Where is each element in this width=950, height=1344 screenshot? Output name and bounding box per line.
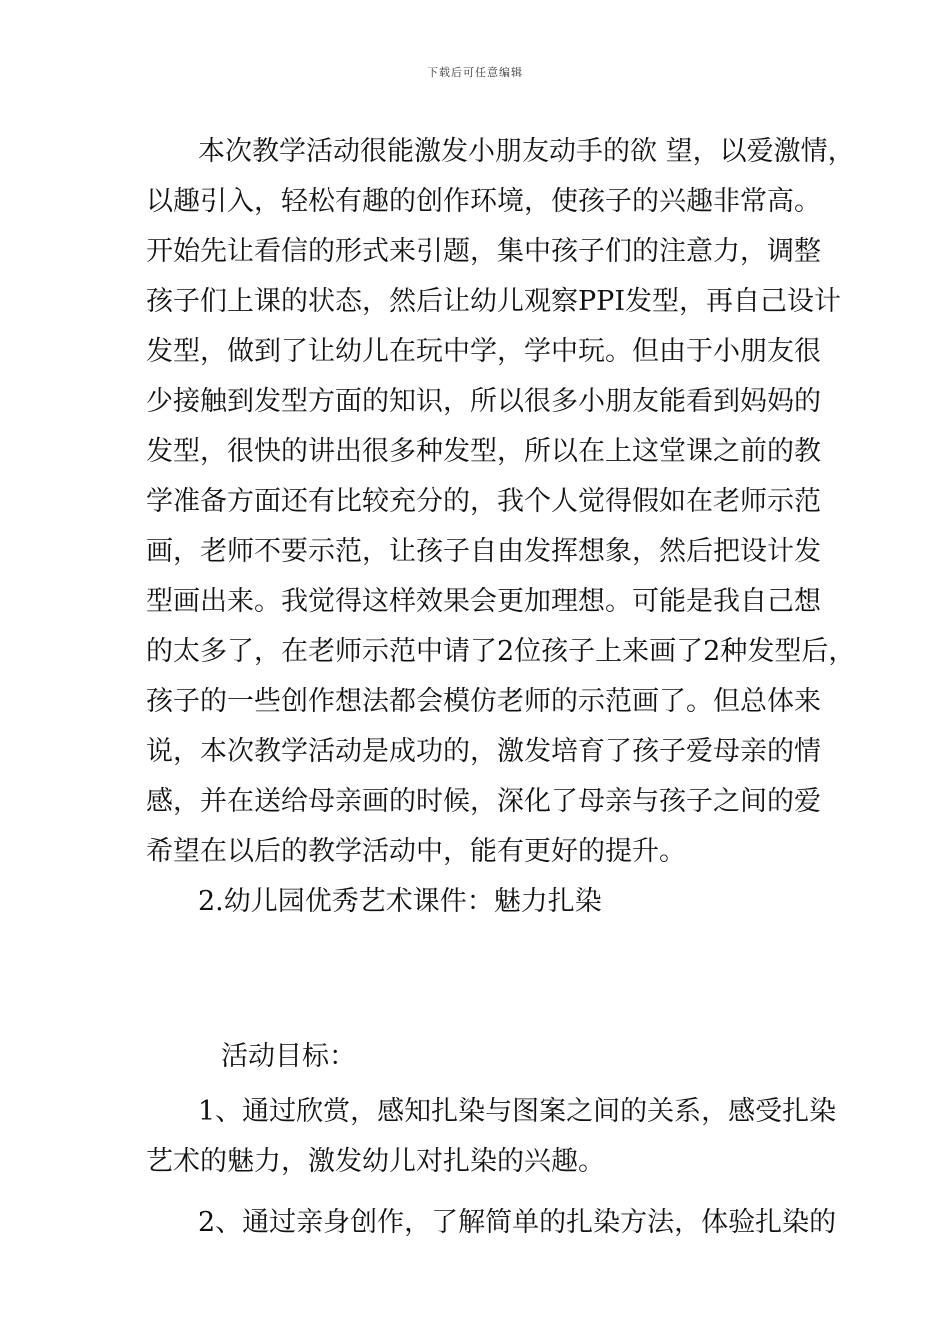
text-line: 发型，很快的讲出很多种发型，所以在上这堂课之前的教 [146, 436, 821, 467]
text-line: 开始先让看信的形式来引题，集中孩子们的注意力，调整 [146, 236, 821, 267]
objectives-heading: 活动目标： [221, 1041, 356, 1072]
document-body [146, 127, 856, 1248]
text-line: 画，老师不要示范，让孩子自由发挥想象，然后把设计发 [146, 536, 821, 567]
text-line: 学准备方面还有比较充分的，我个人觉得假如在老师示范 [146, 486, 821, 517]
section-title: 2.幼儿园优秀艺术课件：魅力扎染 [198, 886, 602, 917]
text-line: 感，并在送给母亲画的时候，深化了母亲与孩子之间的爱 [146, 786, 821, 817]
text-line: 希望在以后的教学活动中，能有更好的提升。 [146, 836, 686, 867]
text-line: 2、通过亲身创作，了解简单的扎染方法，体验扎染的 [198, 1207, 837, 1238]
text-line: 以趣引入，轻松有趣的创作环境，使孩子的兴趣非常高。 [146, 186, 821, 217]
text-line: 孩子的一些创作想法都会模仿老师的示范画了。但总体来 [146, 686, 821, 717]
text-line: 少接触到发型方面的知识，所以很多小朋友能看到妈妈的 [146, 386, 821, 417]
text-line: 本次教学活动很能激发小朋友动手的欲 望，以爱激情， [198, 136, 855, 167]
text-line: 孩子们上课的状态，然后让幼儿观察PPI发型，再自己设计 [146, 286, 841, 317]
text-line: 型画出来。我觉得这样效果会更加理想。可能是我自己想 [146, 586, 821, 617]
text-line: 说，本次教学活动是成功的，激发培育了孩子爱母亲的情 [146, 736, 821, 767]
text-line: 1、通过欣赏，感知扎染与图案之间的关系，感受扎染 [198, 1096, 837, 1127]
spacer [146, 927, 816, 1032]
page-header: 下载后可任意编辑 [427, 66, 523, 79]
text-line: 的太多了，在老师示范中请了2位孩子上来画了2种发型后， [146, 636, 856, 667]
text-line: 发型，做到了让幼儿在玩中学，学中玩。但由于小朋友很 [146, 336, 821, 367]
text-line: 艺术的魅力，激发幼儿对扎染的兴趣。 [146, 1146, 605, 1177]
